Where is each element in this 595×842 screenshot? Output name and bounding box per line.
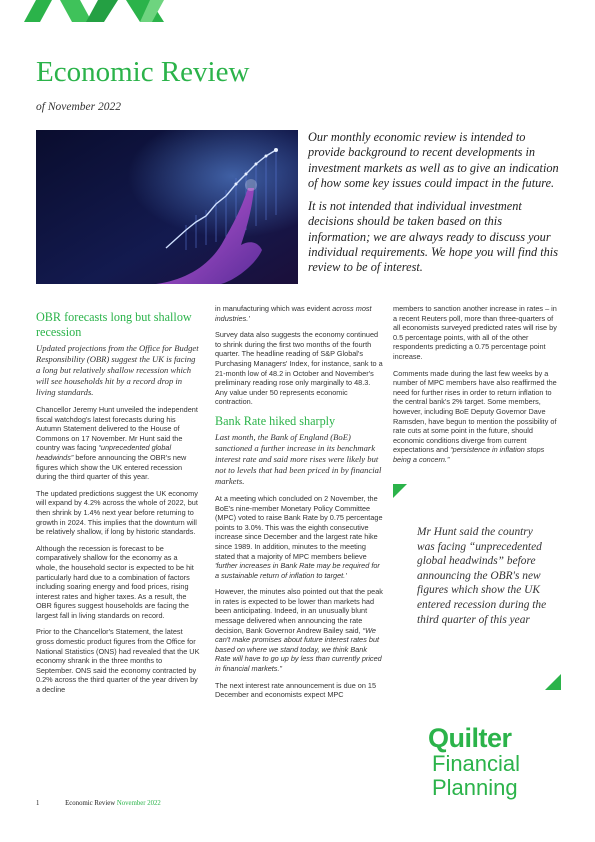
- issue-date: of November 2022: [36, 101, 121, 113]
- intro-text: [308, 130, 560, 284]
- logo-line: Financial: [432, 751, 521, 776]
- article-paragraph: Comments made during the last few weeks by a number of MPC members have also reaffirmed the need for further rises in order to return inflation to the central bank's 2% target. Some members, however, including BoE Deputy Governor Dave Ramsden, have begun to mention the possibility of rate cuts at some point in the future, should economic conditions diverge from current expectations and “persistence in inflation stops being a concern.”: [393, 368, 557, 464]
- column-3: [393, 304, 561, 472]
- article-paragraph: However, the minutes also pointed out that the peak in rates is expected to be lower than markets had been anticipating. Indeed, in an unusually blunt message delivered when announcing the rate decision, Bank Governor Andrew Bailey said, “We can't make promises about future interest rates but based on where we stand today, we think Bank Rate will have to go up by less than currently priced in financial markets.”: [215, 587, 383, 674]
- header-decor-stripe: [0, 0, 595, 22]
- article-paragraph: Chancellor Jeremy Hunt unveiled the independent fiscal watchdog's latest forecasts during his Autumn Statement delivered to the House of Commons on 17 November. Mr Hunt said the country was facing “unprecedented global headwinds” before announcing the OBR's new figures which show the UK entered recession during the third quarter of this year.: [36, 405, 198, 482]
- logo-line: Planning: [432, 775, 518, 800]
- article-heading: Bank Rate hiked sharply: [215, 413, 336, 428]
- page-number: 1: [36, 800, 40, 807]
- footer-month: November 2022: [116, 800, 161, 807]
- article-paragraph: Prior to the Chancellor's Statement, the latest gross domestic product figures from the Office for National Statistics (ONS) had revealed that the UK economy shrank in the three months to September. ONS said the economy contracted by 0.2% across the third quarter of the year driven by a decline: [36, 627, 200, 695]
- page-title: Economic Review: [36, 56, 250, 88]
- article-heading: OBR forecasts long but shallow recession: [36, 310, 192, 339]
- quilter-logo: [428, 724, 520, 800]
- column-1: [36, 310, 200, 702]
- article-paragraph: The updated predictions suggest the UK economy will expand by 4.2% across the whole of 2022, but then shrink by 1.4% next year before returning to growth in 2024. This implies that the downturn will be relatively shallow, if long by historic standards.: [36, 488, 198, 537]
- article-lead: Updated projections from the Office for Budget Responsibility (OBR) suggest the UK is facing a long but relatively shallow recession which will see households hit by a record drop in living standards.: [36, 343, 199, 397]
- article-paragraph: The next interest rate announcement is due on 15 December and economists expect MPC: [215, 680, 377, 700]
- intro-paragraph: It is not intended that individual investment decisions should be taken based on this information; we are always ready to discuss your individual requirements. We hope you will find this review to be of interest.: [308, 199, 559, 275]
- article-paragraph: At a meeting which concluded on 2 November, the BoE's nine-member Monetary Policy Committee (MPC) voted to raise Bank Rate by 0.75 percentage points to 3.0%. This was the eighth consecutive increase since December and the largest rate hike since 1989. In addition, minutes to the meeting stated that a majority of MPC members believe 'further increases in Bank Rate may be required for a sustainable return of inflation to target.': [215, 493, 383, 580]
- pullquote: Mr Hunt said the country was facing “unprecedented global headwinds” before announcing the OBR's new figures which show the UK entered recession during the third quarter of this year: [417, 526, 547, 626]
- article-lead: Last month, the Bank of England (BoE) sanctioned a further increase in its benchmark interest rate and said more rises were likely but not to levels that had been priced in by financial markets.: [215, 431, 382, 486]
- article-paragraph: in manufacturing which was evident across most industries.': [215, 304, 372, 323]
- logo-line: Quilter: [428, 723, 512, 753]
- article-paragraph: Although the recession is forecast to be comparatively shallow for the economy as a whole, the household sector is expected to be hit particularly hard due to a combination of factors including soaring energy and food prices, rising interest rates and higher taxes. As a result, the OBR figures suggest households are facing the largest fall in living standards on record.: [36, 543, 194, 620]
- intro-paragraph: Our monthly economic review is intended to provide background to recent developments in investment markets as well as to give an indication of how some key issues could impact in the future.: [308, 130, 559, 190]
- page-footer: [36, 800, 161, 807]
- article-paragraph: Survey data also suggests the economy continued to shrink during the first two months of the fourth quarter. The headline reading of S&P Global's Purchasing Managers' Index, for instance, sank to a 21-month low of 48.2 in October and November's preliminary reading rose only marginally to 48.3. Any value under 50 represents economic contraction.: [215, 330, 383, 407]
- hero-image: [36, 130, 298, 284]
- column-2: [215, 304, 383, 707]
- footer-doc-title: Economic Review: [65, 800, 116, 807]
- article-paragraph: members to sanction another increase in rates – in a recent Reuters poll, more than three-quarters of all economists surveyed predicted rates will rise by 0.5 percentage points, with all of the other respondents predicting a 0.75 percentage point increase.: [393, 304, 557, 361]
